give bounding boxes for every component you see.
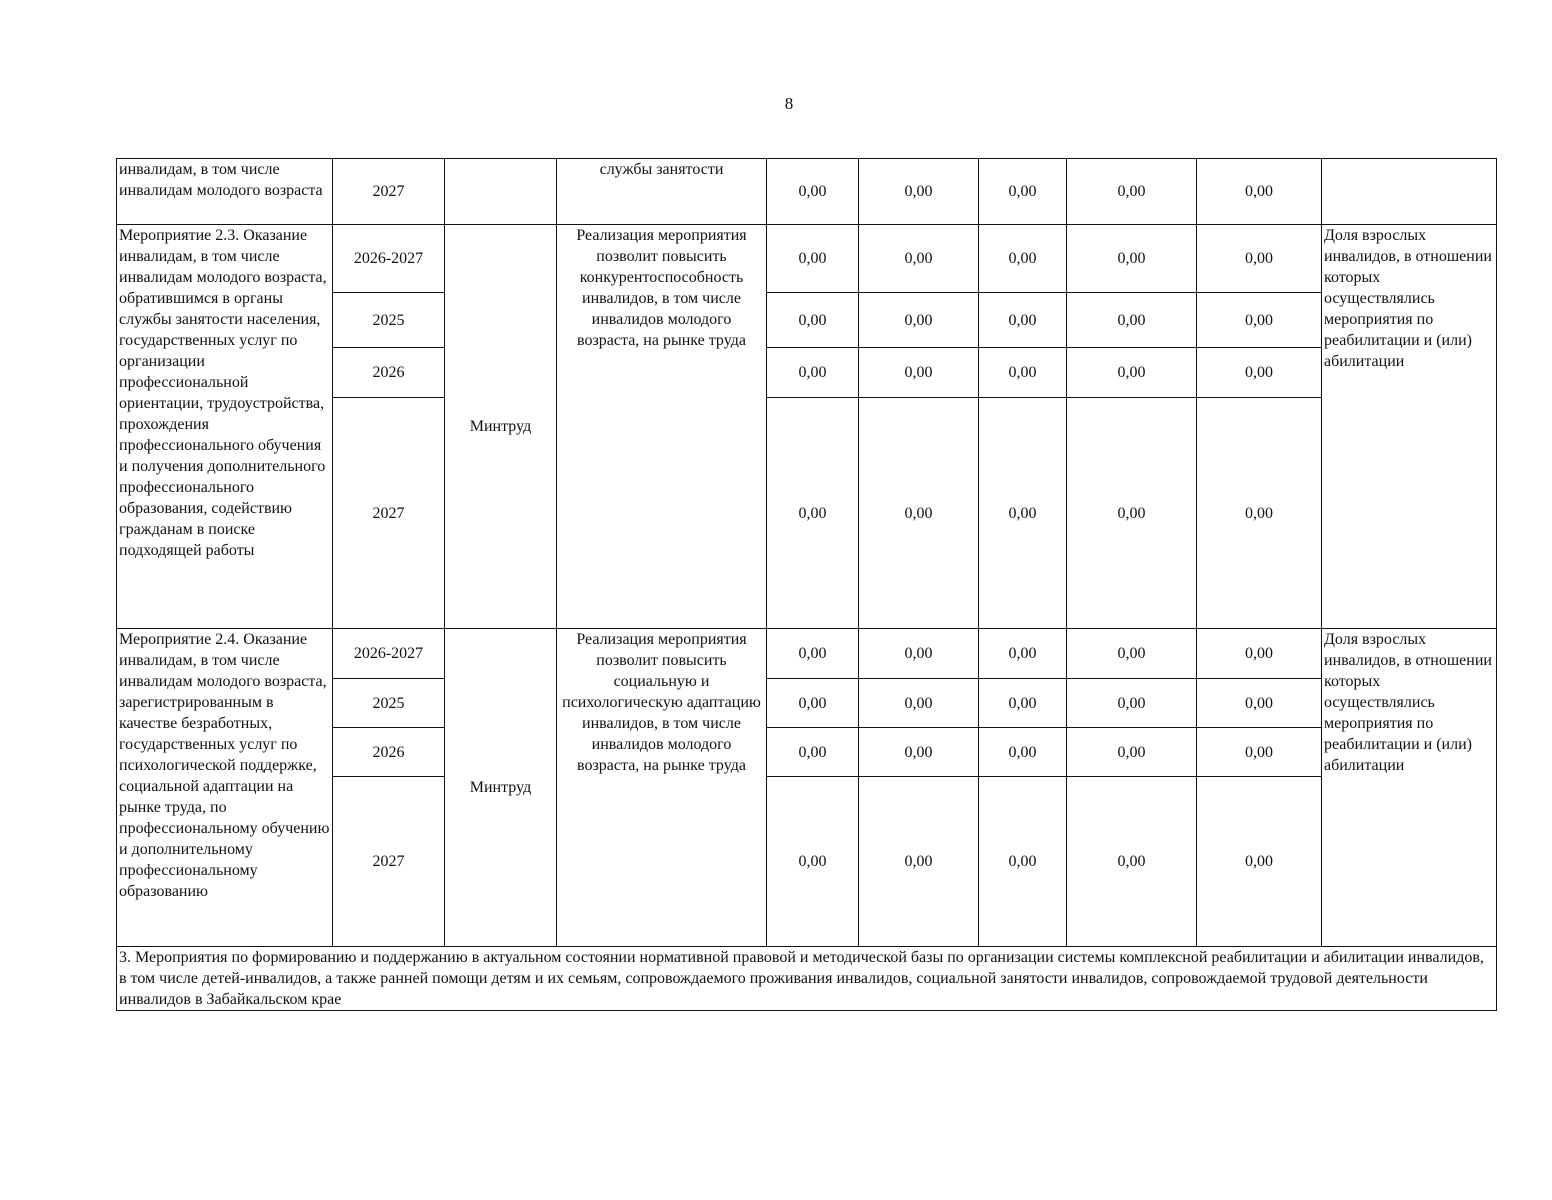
value-cell: 0,00 [767,629,859,679]
table-row [117,159,1497,225]
section-heading: 3. Мероприятия по формированию и поддержанию в актуальном состоянии нормативной правовой и методической базы по организации системы комплексной реабилитации и абилитации инвалидов, в том числе детей-инвалидов, а также ранней помощи детям и их семьям, сопровождаемого проживания инвалидов, социальной занятости инвалидов, сопровождаемой трудовой деятельности инвалидов в Забайкальском крае [117,947,1497,1011]
value-cell: 0,00 [767,159,859,225]
value-cell: 0,00 [767,679,859,728]
value-cell: 0,00 [1067,679,1197,728]
value-cell: 0,00 [1067,398,1197,629]
value-cell: 0,00 [767,293,859,348]
table-row [117,947,1497,1011]
value-cell: 0,00 [859,398,979,629]
value-cell: 0,00 [979,293,1067,348]
value-cell: 0,00 [767,398,859,629]
value-cell: 0,00 [767,348,859,398]
period-cell: 2027 [333,159,445,225]
value-cell: 0,00 [859,225,979,293]
period-cell: 2025 [333,293,445,348]
period-cell: 2026-2027 [333,629,445,679]
value-cell: 0,00 [1067,159,1197,225]
result-cell: службы занятости [557,159,767,225]
value-cell: 0,00 [859,728,979,777]
page-number: 8 [784,94,794,113]
value-cell: 0,00 [859,159,979,225]
value-cell: 0,00 [979,679,1067,728]
value-cell: 0,00 [979,348,1067,398]
value-cell: 0,00 [979,777,1067,947]
value-cell: 0,00 [1067,728,1197,777]
table-row [117,225,1497,293]
value-cell: 0,00 [1067,293,1197,348]
result-cell: Реализация мероприятия позволит повысить социальную и психологическую адаптацию инвалидов, в том числе инвалидов молодого возраста, на рынке труда [557,629,767,947]
period-cell: 2027 [333,777,445,947]
value-cell: 0,00 [859,629,979,679]
value-cell: 0,00 [1197,225,1322,293]
executor-cell: Минтруд [445,225,557,629]
value-cell: 0,00 [767,728,859,777]
value-cell: 0,00 [859,348,979,398]
value-cell: 0,00 [767,225,859,293]
value-cell: 0,00 [979,398,1067,629]
measure-name-cell: Мероприятие 2.4. Оказание инвалидам, в том числе инвалидам молодого возраста, зарегистрированным в качестве безработных, государственных услуг по психологической поддержке, социальной адаптации на рынке труда, по профессиональному обучению и дополнительному профессиональному образованию [117,629,333,947]
period-cell: 2026-2027 [333,225,445,293]
value-cell: 0,00 [859,679,979,728]
indicator-cell: Доля взрослых инвалидов, в отношении которых осуществлялись мероприятия по реабилитации и (или) абилитации [1322,225,1497,629]
value-cell: 0,00 [979,225,1067,293]
measure-name-cell: Мероприятие 2.3. Оказание инвалидам, в том числе инвалидам молодого возраста, обратившимся в органы службы занятости населения, государственных услуг по организации профессиональной ориентации, трудоустройства, прохождения профессионального обучения и получения дополнительного профессионального образования, содействию гражданам в поиске подходящей работы [117,225,333,629]
value-cell: 0,00 [1197,159,1322,225]
value-cell: 0,00 [1197,728,1322,777]
value-cell: 0,00 [1197,293,1322,348]
period-cell: 2026 [333,728,445,777]
measures-table [116,158,1497,1011]
indicator-cell [1322,159,1497,225]
value-cell: 0,00 [979,728,1067,777]
indicator-cell: Доля взрослых инвалидов, в отношении которых осуществлялись мероприятия по реабилитации и (или) абилитации [1322,629,1497,947]
value-cell: 0,00 [1197,398,1322,629]
period-cell: 2026 [333,348,445,398]
value-cell: 0,00 [1197,777,1322,947]
table-row [117,629,1497,679]
value-cell: 0,00 [1197,629,1322,679]
value-cell: 0,00 [979,159,1067,225]
value-cell: 0,00 [979,629,1067,679]
period-cell: 2025 [333,679,445,728]
value-cell: 0,00 [767,777,859,947]
measure-name-cell: инвалидам, в том числе инвалидам молодого возраста [117,159,333,225]
executor-cell [445,159,557,225]
value-cell: 0,00 [1067,348,1197,398]
period-cell: 2027 [333,398,445,629]
value-cell: 0,00 [1197,679,1322,728]
result-cell: Реализация мероприятия позволит повысить конкурентоспособность инвалидов, в том числе инвалидов молодого возраста, на рынке труда [557,225,767,629]
value-cell: 0,00 [1197,348,1322,398]
value-cell: 0,00 [859,777,979,947]
value-cell: 0,00 [1067,225,1197,293]
value-cell: 0,00 [1067,777,1197,947]
value-cell: 0,00 [1067,629,1197,679]
executor-cell: Минтруд [445,629,557,947]
value-cell: 0,00 [859,293,979,348]
